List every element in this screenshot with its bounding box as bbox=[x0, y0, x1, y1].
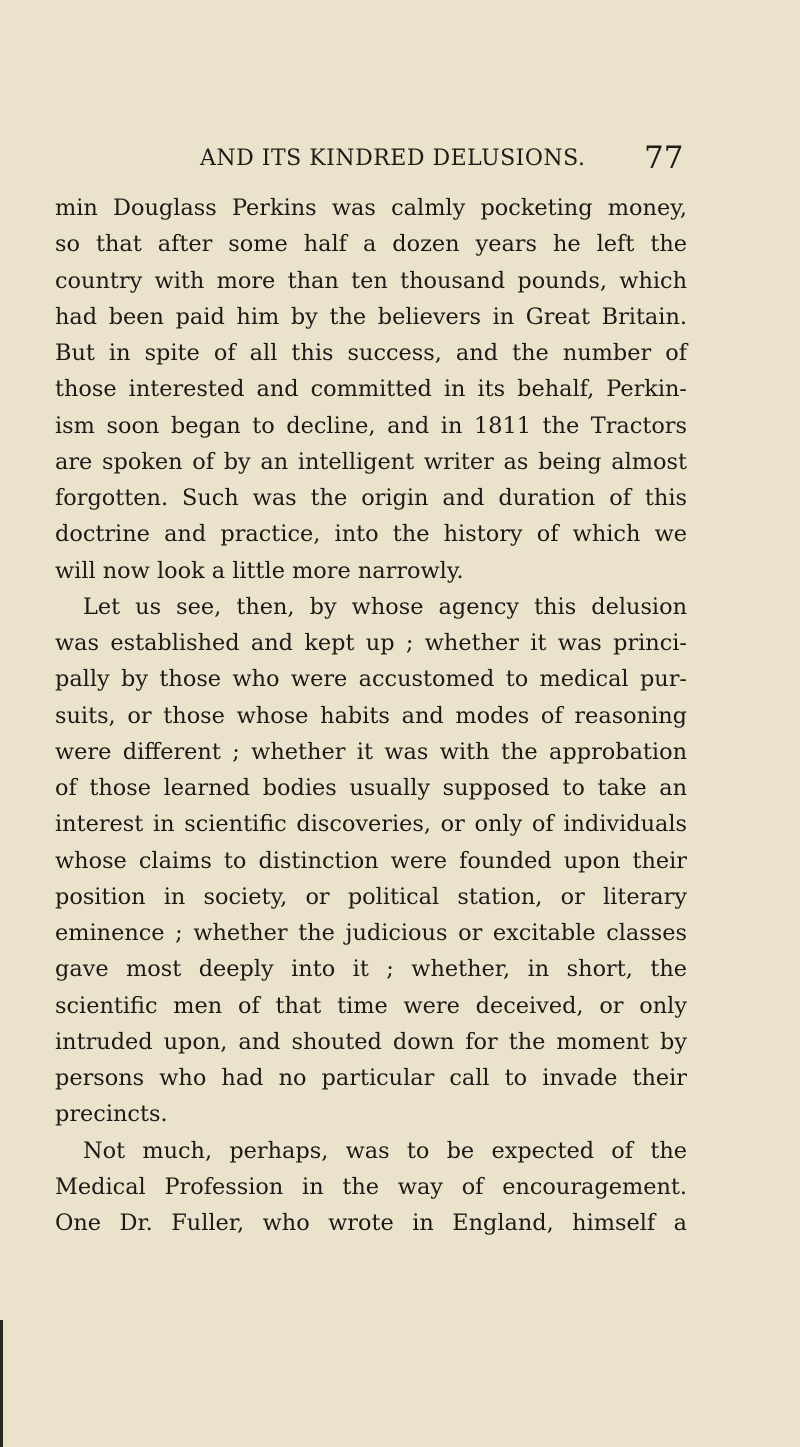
text-line: were different ; whether it was with the approbation bbox=[55, 738, 687, 765]
text-line: persons who had no particular call to invade their bbox=[55, 1065, 687, 1091]
text-line: so that after some half a dozen years he left the bbox=[55, 231, 687, 258]
text-line: was established and kept up ; whether it was princi- bbox=[55, 630, 687, 656]
text-line: interest in scientific discoveries, or only of individuals bbox=[55, 811, 687, 838]
text-line: One Dr. Fuller, who wrote in England, himself a bbox=[55, 1210, 687, 1236]
text-line: Medical Profession in the way of encouragement. bbox=[55, 1173, 687, 1200]
text-line: precincts. bbox=[55, 1101, 168, 1128]
text-line: had been paid him by the believers in Great Britain. bbox=[55, 303, 687, 330]
text-line: of those learned bodies usually supposed to take an bbox=[55, 775, 687, 801]
text-line: Not much, perhaps, was to be expected of the bbox=[83, 1137, 687, 1164]
page-number: 77 bbox=[644, 140, 684, 176]
text-line: those interested and committed in its behalf, Perkin- bbox=[55, 376, 687, 403]
text-line: country with more than ten thousand pounds, which bbox=[55, 267, 687, 294]
text-line: forgotten. Such was the origin and duration of this bbox=[55, 485, 687, 511]
scan-edge-rule bbox=[0, 1320, 3, 1447]
text-line: doctrine and practice, into the history of which we bbox=[55, 521, 687, 548]
text-line: min Douglass Perkins was calmly pocketing money, bbox=[55, 195, 687, 221]
text-line: intruded upon, and shouted down for the moment by bbox=[55, 1028, 687, 1055]
text-line: will now look a little more narrowly. bbox=[55, 557, 464, 584]
text-line: But in spite of all this success, and the number of bbox=[55, 340, 687, 366]
running-head: AND ITS KINDRED DELUSIONS. bbox=[200, 146, 586, 171]
text-line: ism soon began to decline, and in 1811 the Tractors bbox=[55, 412, 687, 439]
text-line: are spoken of by an intelligent writer as being almost bbox=[55, 448, 687, 475]
text-line: pally by those who were accustomed to medical pur- bbox=[55, 666, 687, 693]
text-line: gave most deeply into it ; whether, in short, the bbox=[55, 956, 687, 983]
text-line: whose claims to distinction were founded upon their bbox=[55, 847, 687, 874]
text-line: position in society, or political station, or literary bbox=[55, 883, 687, 910]
text-line: eminence ; whether the judicious or excitable classes bbox=[55, 920, 687, 946]
text-line: scientific men of that time were deceived, or only bbox=[55, 992, 687, 1019]
body-text bbox=[55, 190, 687, 1241]
text-line: suits, or those whose habits and modes of reasoning bbox=[55, 702, 687, 729]
text-line: Let us see, then, by whose agency this delusion bbox=[83, 593, 687, 620]
